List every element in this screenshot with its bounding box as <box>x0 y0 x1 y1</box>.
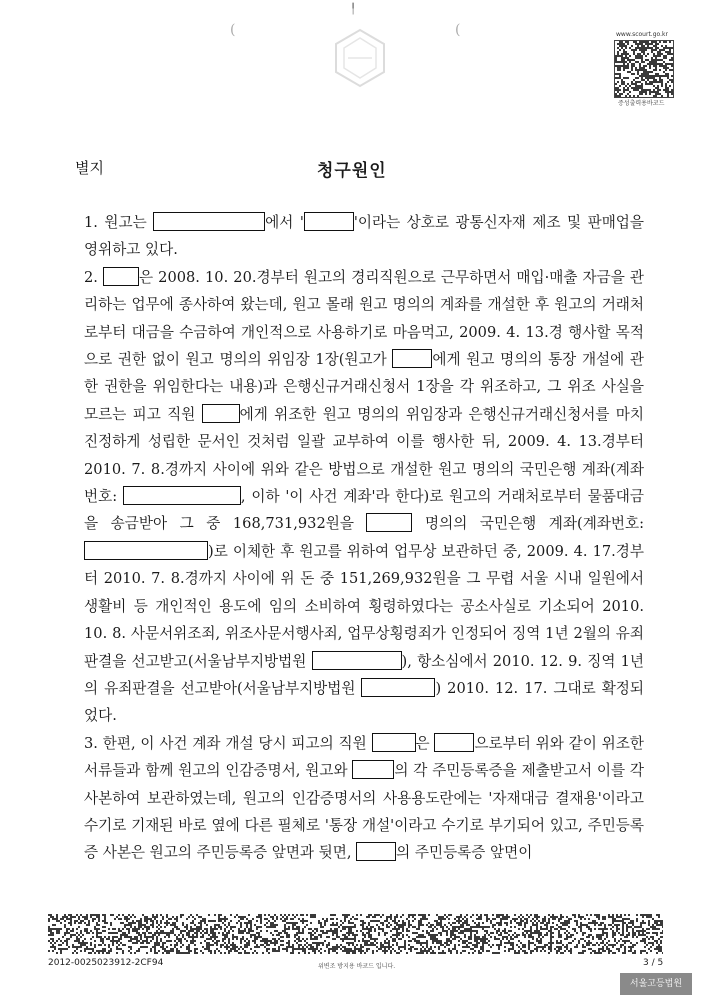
paragraph-text: ) 2010. 12. 17. 그대로 확정되었다. <box>84 679 645 725</box>
redaction-box <box>103 267 139 286</box>
paragraph-text: '이라는 상호로 광통신자재 제조 및 판매업을 영위하고 있다. <box>84 214 644 259</box>
scan-mark: ( <box>455 22 461 38</box>
site-url: www.scourt.go.kr <box>616 31 668 38</box>
paragraph <box>84 264 644 730</box>
paragraph-text: 의 주민등록증 앞면이 <box>396 844 533 862</box>
verification-barcode <box>614 40 674 98</box>
paragraph-text: 에게 위조한 원고 명의의 위임장과 은행신규거래신청서를 마치 진정하게 성립한 문서인 것처럼 일괄 교부하여 이를 행사한 뒤, 2009. 4. 13.경부터 2010. 7. 8.경까지 사이에 위와 같은 방법으로 개설한 원고 명의의 국민은행 계좌(계좌번호: <box>84 405 644 506</box>
claim-body <box>84 209 644 867</box>
redaction-box <box>352 760 394 779</box>
document-code: 2012-0025023912-2CF94 <box>48 958 164 968</box>
redaction-box <box>84 541 208 560</box>
court-stamp: 서울고등법원 <box>620 973 692 995</box>
paragraph-text: 2. <box>84 268 103 286</box>
paragraph <box>84 730 644 867</box>
redaction-box <box>392 349 432 368</box>
page-number: 3 / 5 <box>643 958 664 968</box>
redaction-box <box>366 513 412 532</box>
barcode-note: 위변조 방지용 바코드 입니다. <box>318 963 396 970</box>
paragraph-text: )로 이체한 후 원고를 위하여 업무상 보관하던 중, 2009. 4. 17.경부터 2010. 7. 8.경까지 사이에 위 돈 중 151,269,932원을 그 무렵 서울 시내 일원에서 생활비 등 개인적인 용도에 임의 소비하여 횡령하였다는 공소사실로 기소되어 2010. 10. 8. 사문서위조죄, 위조사문서행사죄, 업무상횡령죄가 인정되어 징역 1년 2월의 유죄판결을 선고받고(서울남부지방법원 <box>84 542 644 670</box>
paragraph-text: 은 2008. 10. 20.경부터 원고의 경리직원으로 근무하면서 매입·매출 자금을 관리하는 업무에 종사하여 왔는데, 원고 몰래 원고 명의의 계좌를 개설한 후 원고의 거래처로부터 대금을 수금하여 개인적으로 사용하기로 마음먹고, 2009. 4. 13.경 행사할 목적으로 권한 없이 원고 명의의 위임장 1장(원고가 <box>84 268 644 369</box>
paragraph-text: 에서 ' <box>265 214 304 231</box>
paragraph-text: 에게 원고 명의의 통장 개설에 관한 권한을 위임한다는 내용)과 은행신규거래신청서 1장을 각 위조하고, 그 위조 사실을 모르는 피고 직원 <box>84 351 645 423</box>
redaction-box <box>202 404 240 423</box>
paragraph <box>84 209 644 264</box>
barcode-label: 증성출력용바코드 <box>618 100 665 107</box>
redaction-box <box>312 651 402 670</box>
paragraph-text: 은 <box>415 734 435 752</box>
redaction-box <box>304 212 354 231</box>
scan-mark: ╿ <box>350 4 357 15</box>
paragraph-text: 명의의 국민은행 계좌(계좌번호: <box>412 515 644 533</box>
redaction-box <box>434 733 474 752</box>
redaction-box <box>153 212 265 231</box>
redaction-box <box>123 486 241 505</box>
paragraph-text: ), 항소심에서 2010. 12. 9. 징역 1년의 유죄판결을 선고받아(서울남부지방법원 <box>84 652 644 697</box>
redaction-box <box>361 678 435 697</box>
paragraph-text: 1. 원고는 <box>84 214 154 231</box>
paragraph-text: 으로부터 위와 같이 위조한 서류들과 함께 원고의 인감증명서, 원고와 <box>84 734 644 780</box>
attachment-label: 별지 <box>75 159 104 177</box>
scan-mark: ( <box>230 22 236 38</box>
redaction-box <box>372 733 416 752</box>
court-seal-watermark <box>332 28 388 88</box>
document-title: 청구원인 <box>317 161 387 181</box>
redaction-box <box>356 842 396 861</box>
anti-forgery-barcode <box>48 914 663 954</box>
paragraph-text: , 이하 '이 사건 계좌'라 한다)로 원고의 거래처로부터 물품대금을 송금받아 그 중 168,731,932원을 <box>84 488 644 533</box>
paragraph-text: 의 각 주민등록증을 제출받고서 이를 각 사본하여 보관하였는데, 원고의 인감증명서의 사용용도란에는 '자재대금 결재용'이라고 수기로 기재된 바로 옆에 다른 필체로 '통장 개설'이라고 수기로 부기되어 있고, 주민등록증 사본은 원고의 주민등록증 앞면과 뒷면, <box>84 762 644 862</box>
paragraph-text: 3. 한편, 이 사건 계좌 개설 당시 피고의 직원 <box>84 734 372 752</box>
